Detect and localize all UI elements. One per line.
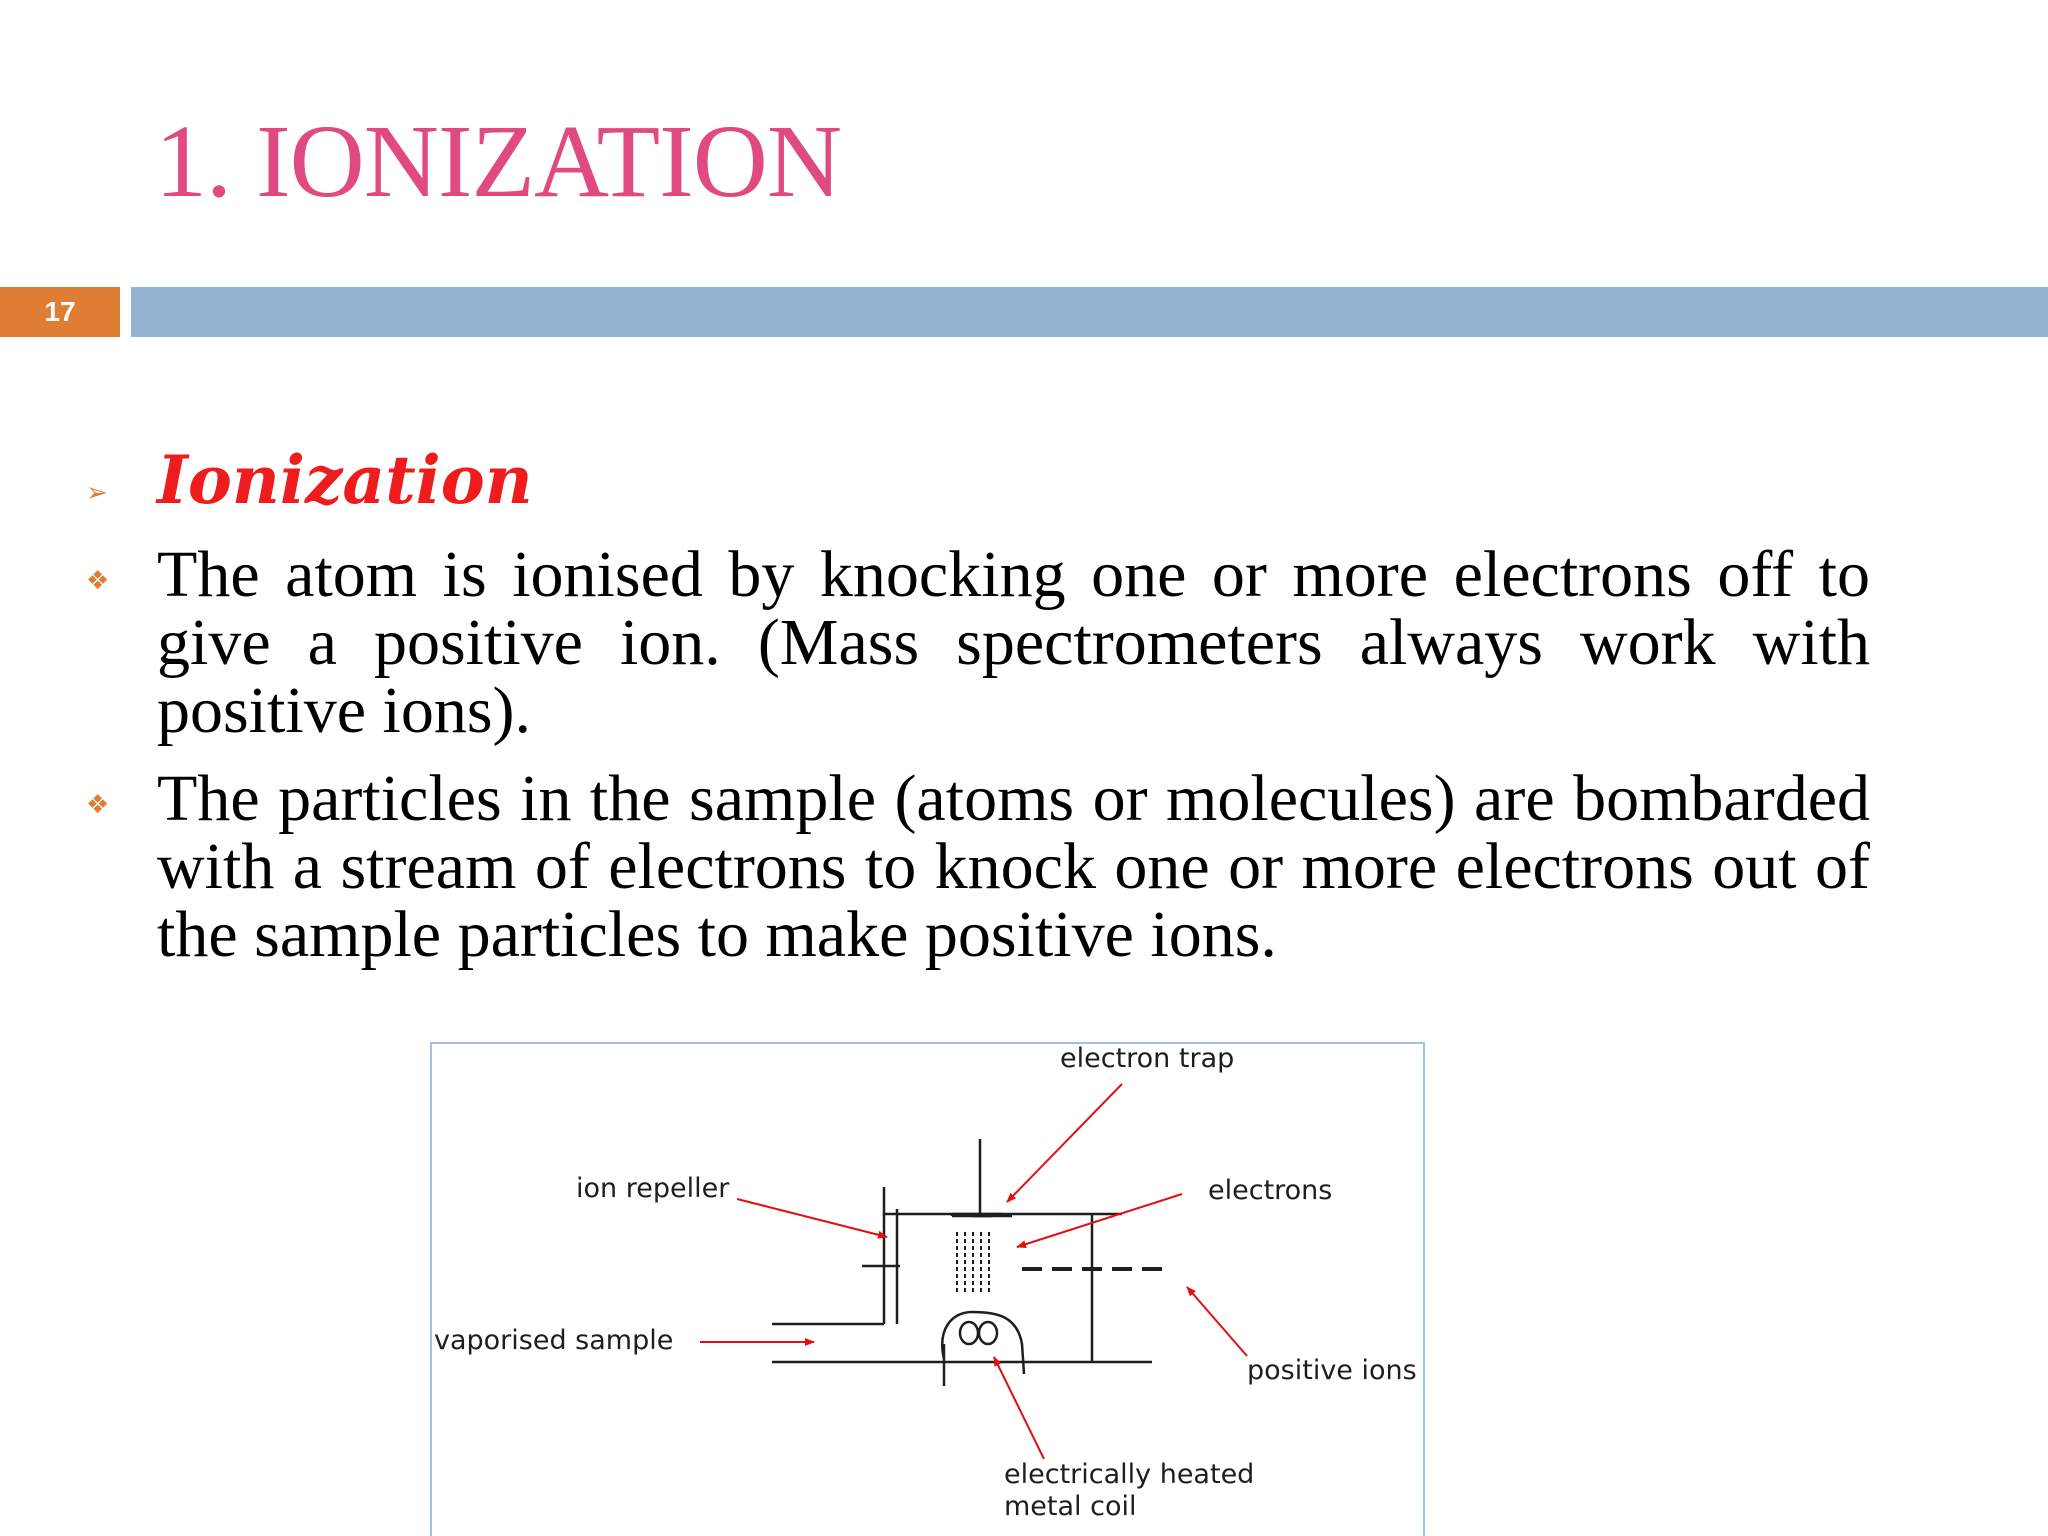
header-bar <box>131 287 2048 337</box>
label-coil-line2: metal coil <box>1004 1491 1137 1522</box>
diamond-bullet-icon: ❖ <box>86 790 110 820</box>
label-coil-line1: electrically heated <box>1004 1459 1255 1490</box>
label-electrons: electrons <box>1208 1175 1333 1206</box>
arrow-bullet-icon: ➢ <box>86 478 108 508</box>
label-positive-ions: positive ions <box>1247 1355 1417 1386</box>
bullet-text-2: The particles in the sample (atoms or molecules) are bombarded with a stream of electrons to knock one or more electrons out of the sample particles to make positive ions. <box>157 762 1870 971</box>
metal-coil <box>942 1312 1024 1386</box>
section-heading: Ionization <box>157 441 533 519</box>
label-electron-trap: electron trap <box>1060 1043 1235 1074</box>
diamond-bullet-icon: ❖ <box>86 566 110 596</box>
slide-number-badge <box>0 287 120 337</box>
slide-title: 1. IONIZATION <box>155 104 841 219</box>
ionization-chamber-diagram <box>430 1042 1425 1536</box>
annotation-arrows <box>700 1084 1247 1459</box>
label-vaporised-sample: vaporised sample <box>434 1325 674 1356</box>
diagram-drawing <box>432 1044 1425 1536</box>
electron-beam <box>957 1232 989 1294</box>
slide-number: 17 <box>44 296 76 327</box>
bullet-text-1: The atom is ionised by knocking one or more electrons off to give a positive ion. (Mass spectrometers always work with positive ions). <box>157 538 1870 747</box>
label-ion-repeller: ion repeller <box>576 1173 730 1204</box>
